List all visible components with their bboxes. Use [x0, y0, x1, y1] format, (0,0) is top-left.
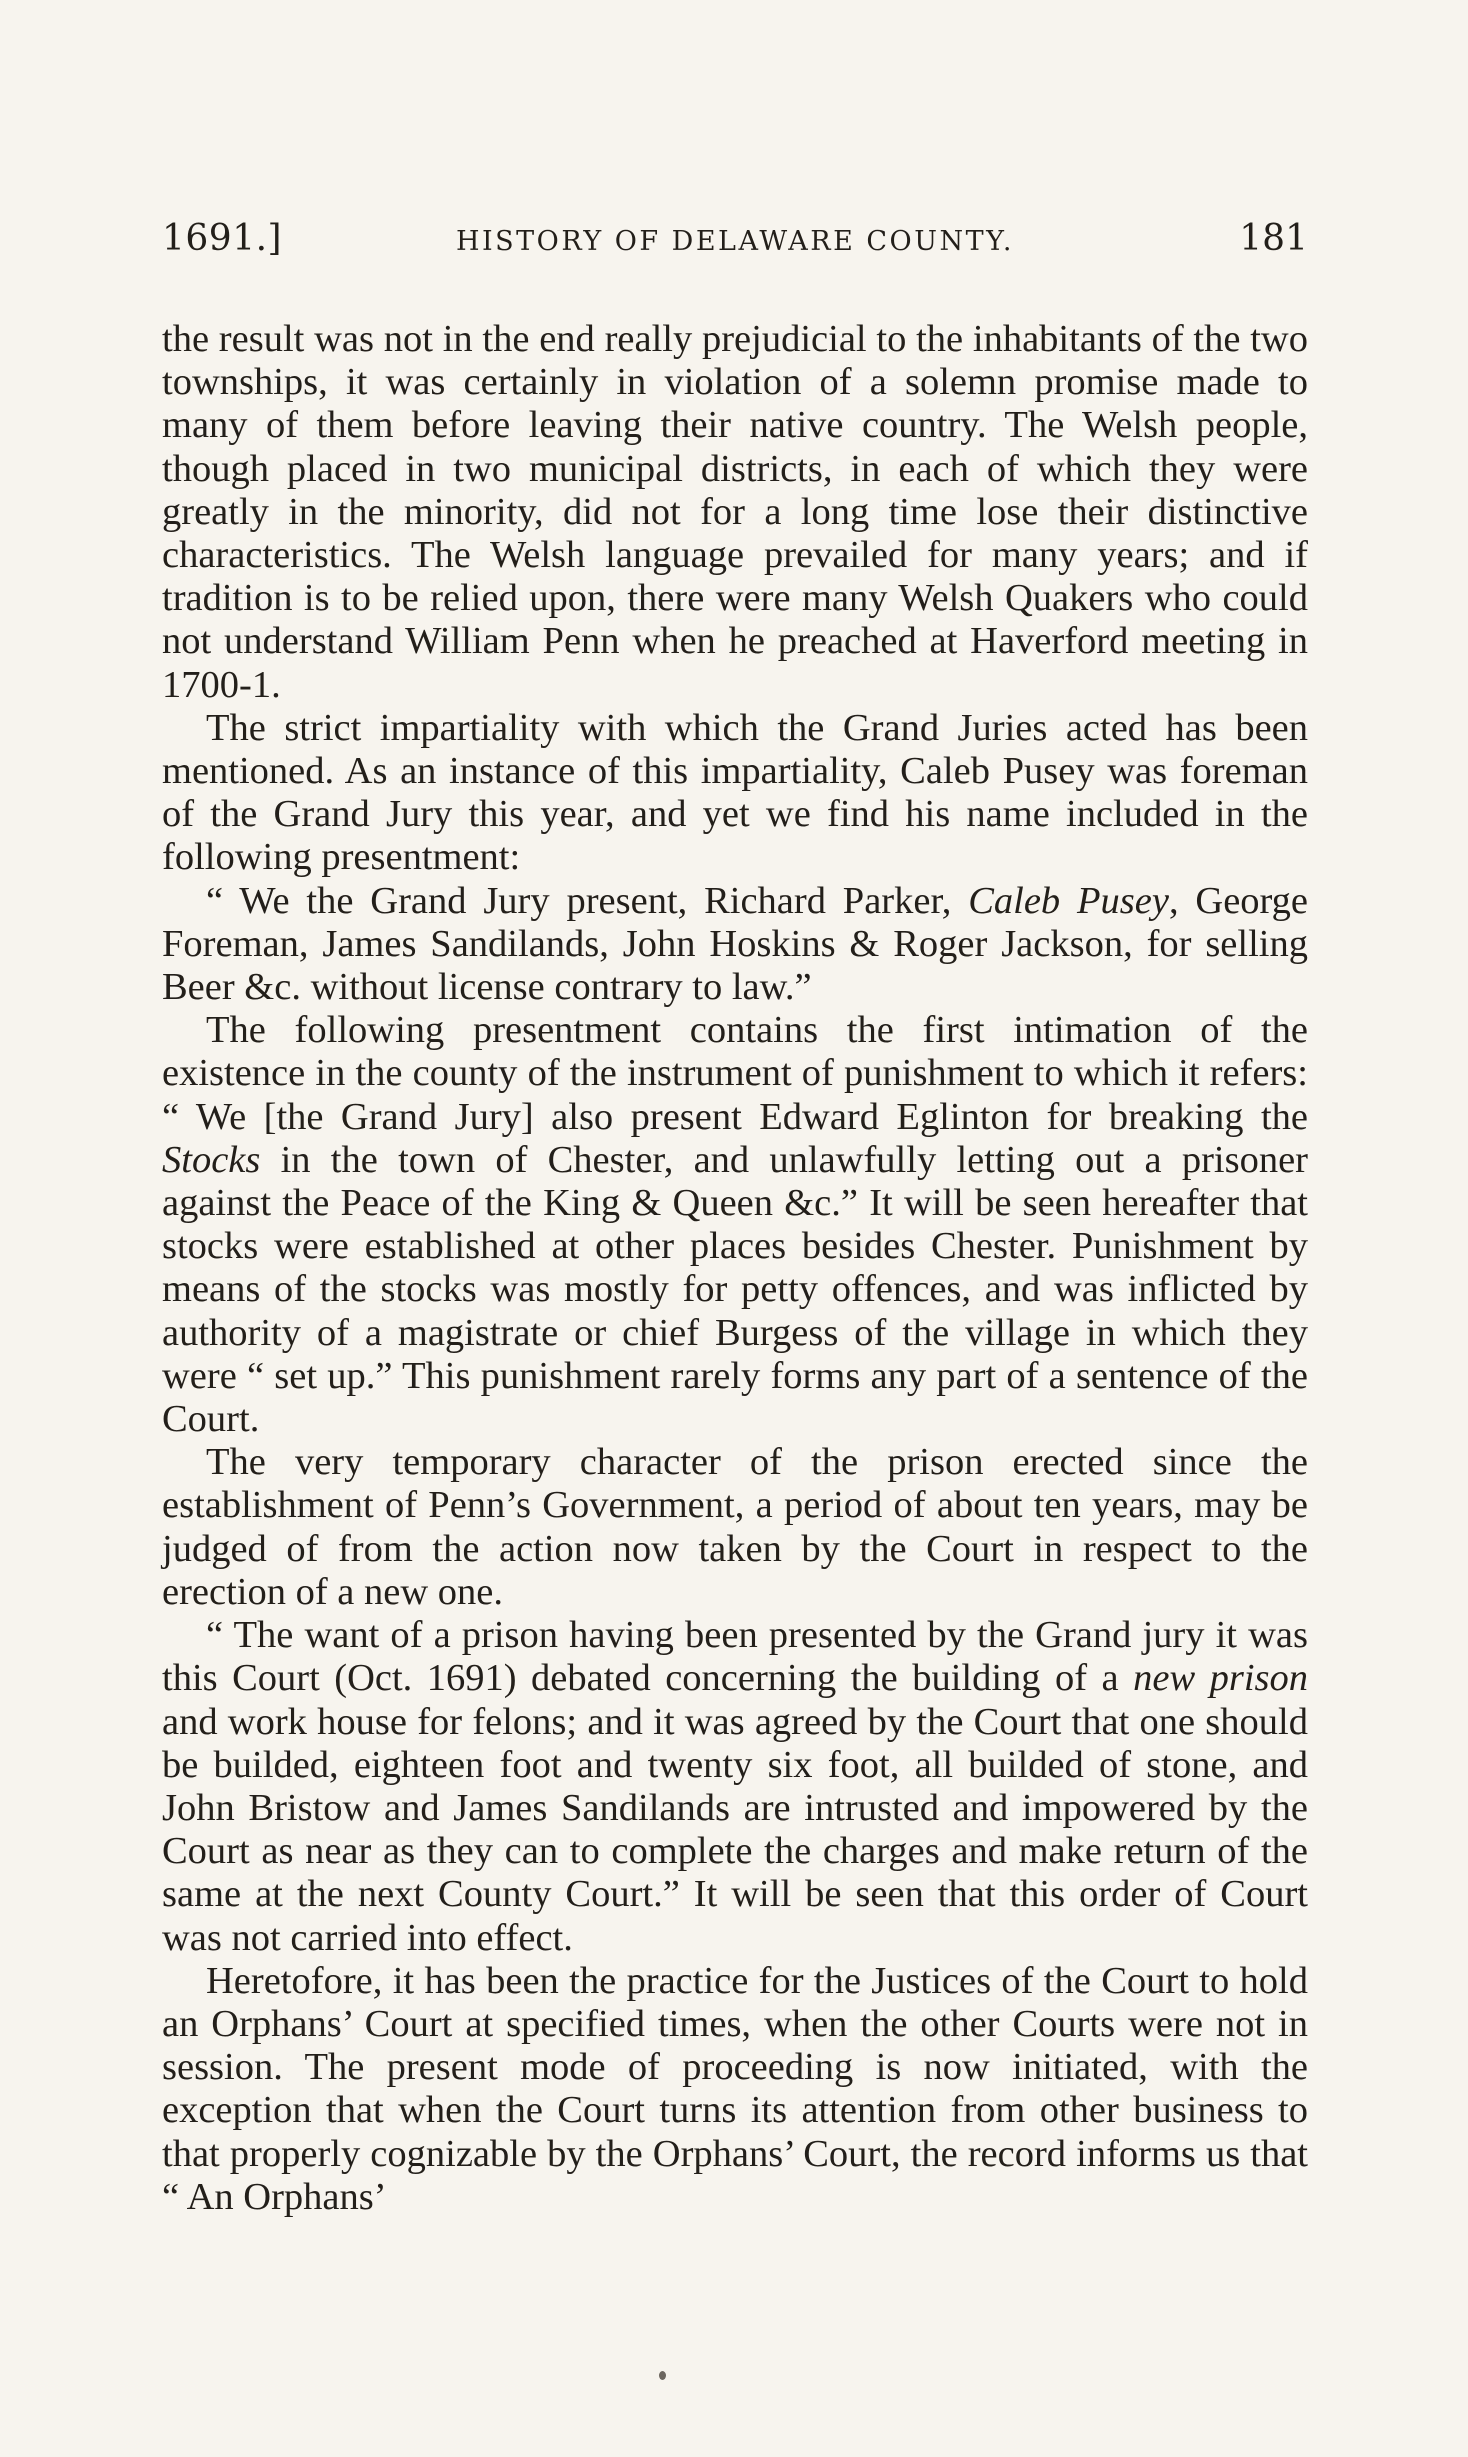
book-page	[162, 218, 1308, 2219]
page-number: 181	[1239, 218, 1308, 259]
paragraph	[162, 880, 1308, 1010]
paragraph	[162, 1960, 1308, 2219]
header-year: 1691.]	[162, 218, 283, 259]
text-run: The strict impartiality with which the Grand Juries acted has been mentioned. As an instance of this impartiality, Caleb Pusey was foreman of the Grand Jury this year, and yet we find his name included in the following presentment:	[162, 706, 1308, 879]
text-run: the result was not in the end really prejudicial to the inhabitants of the two townships, it was certainly in violation of a solemn promise made to many of them before leaving their native country. The Welsh people, though placed in two municipal districts, in each of which they were greatly in the minority, did not for a long time lose their distinctive characteristics. The Welsh language prevailed for many years; and if tradition is to be relied upon, there were many Welsh Quakers who could not understand William Penn when he preached at Haverford meeting in 1700-1.	[162, 318, 1308, 706]
paragraph	[162, 318, 1308, 707]
text-run: Heretofore, it has been the practice for the Justices of the Court to hold an Orphans’ Court at specified times, when the other Courts were not in session. The present mode of proceeding is now initiated, with the exception that when the Court turns its attention from other business to that properly cognizable by the Orphans’ Court, the record informs us that “ An Orphans’	[162, 1959, 1308, 2218]
italic-text: Caleb Pusey	[968, 879, 1169, 922]
paragraph	[162, 1614, 1308, 1960]
text-run: The very temporary character of the prison erected since the establishment of Penn’s Government, a period of about ten years, may be judged of from the action now taken by the Court in respect to the erection of a new one.	[162, 1441, 1308, 1613]
italic-text: new prison	[1133, 1657, 1309, 1700]
text-run: , George Foreman, James Sandilands, John Hoskins & Roger Jackson, for selling Beer &c. without license contrary to law.”	[162, 879, 1309, 1009]
body-text	[162, 318, 1308, 2219]
running-head	[162, 218, 1308, 268]
text-run: “ We the Grand Jury present, Richard Parker,	[206, 879, 969, 922]
print-speck	[659, 2371, 666, 2380]
paragraph	[162, 1009, 1308, 1441]
paragraph	[162, 1441, 1308, 1614]
paragraph	[162, 707, 1308, 880]
text-run: in the town of Chester, and unlawfully letting out a prisoner against the Peace of the King & Queen &c.” It will be seen hereafter that stocks were established at other places besides Chester. Punishment by means of the stocks was mostly for petty offences, and was inflicted by authority of a magistrate or chief Burgess of the village in which they were “ set up.” This punishment rarely forms any part of a sentence of the Court.	[162, 1138, 1308, 1441]
text-run: The following presentment contains the first intimation of the existence in the county of the instrument of punishment to which it refers: “ We [the Grand Jury] also present Edward Eglinton for breaking the	[162, 1009, 1308, 1138]
text-run: “ The want of a prison having been presented by the Grand jury it was this Court (Oct. 1691) debated concerning the building of a	[162, 1614, 1308, 1700]
header-title: HISTORY OF DELAWARE COUNTY.	[455, 226, 1015, 257]
text-run: and work house for felons; and it was agreed by the Court that one should be builded, eighteen foot and twenty six foot, all builded of stone, and John Bristow and James Sandilands are intrusted and impowered by the Court as near as they can to complete the charges and make return of the same at the next County Court.” It will be seen that this order of Court was not carried into effect.	[162, 1700, 1308, 1959]
italic-text: Stocks	[162, 1138, 261, 1181]
